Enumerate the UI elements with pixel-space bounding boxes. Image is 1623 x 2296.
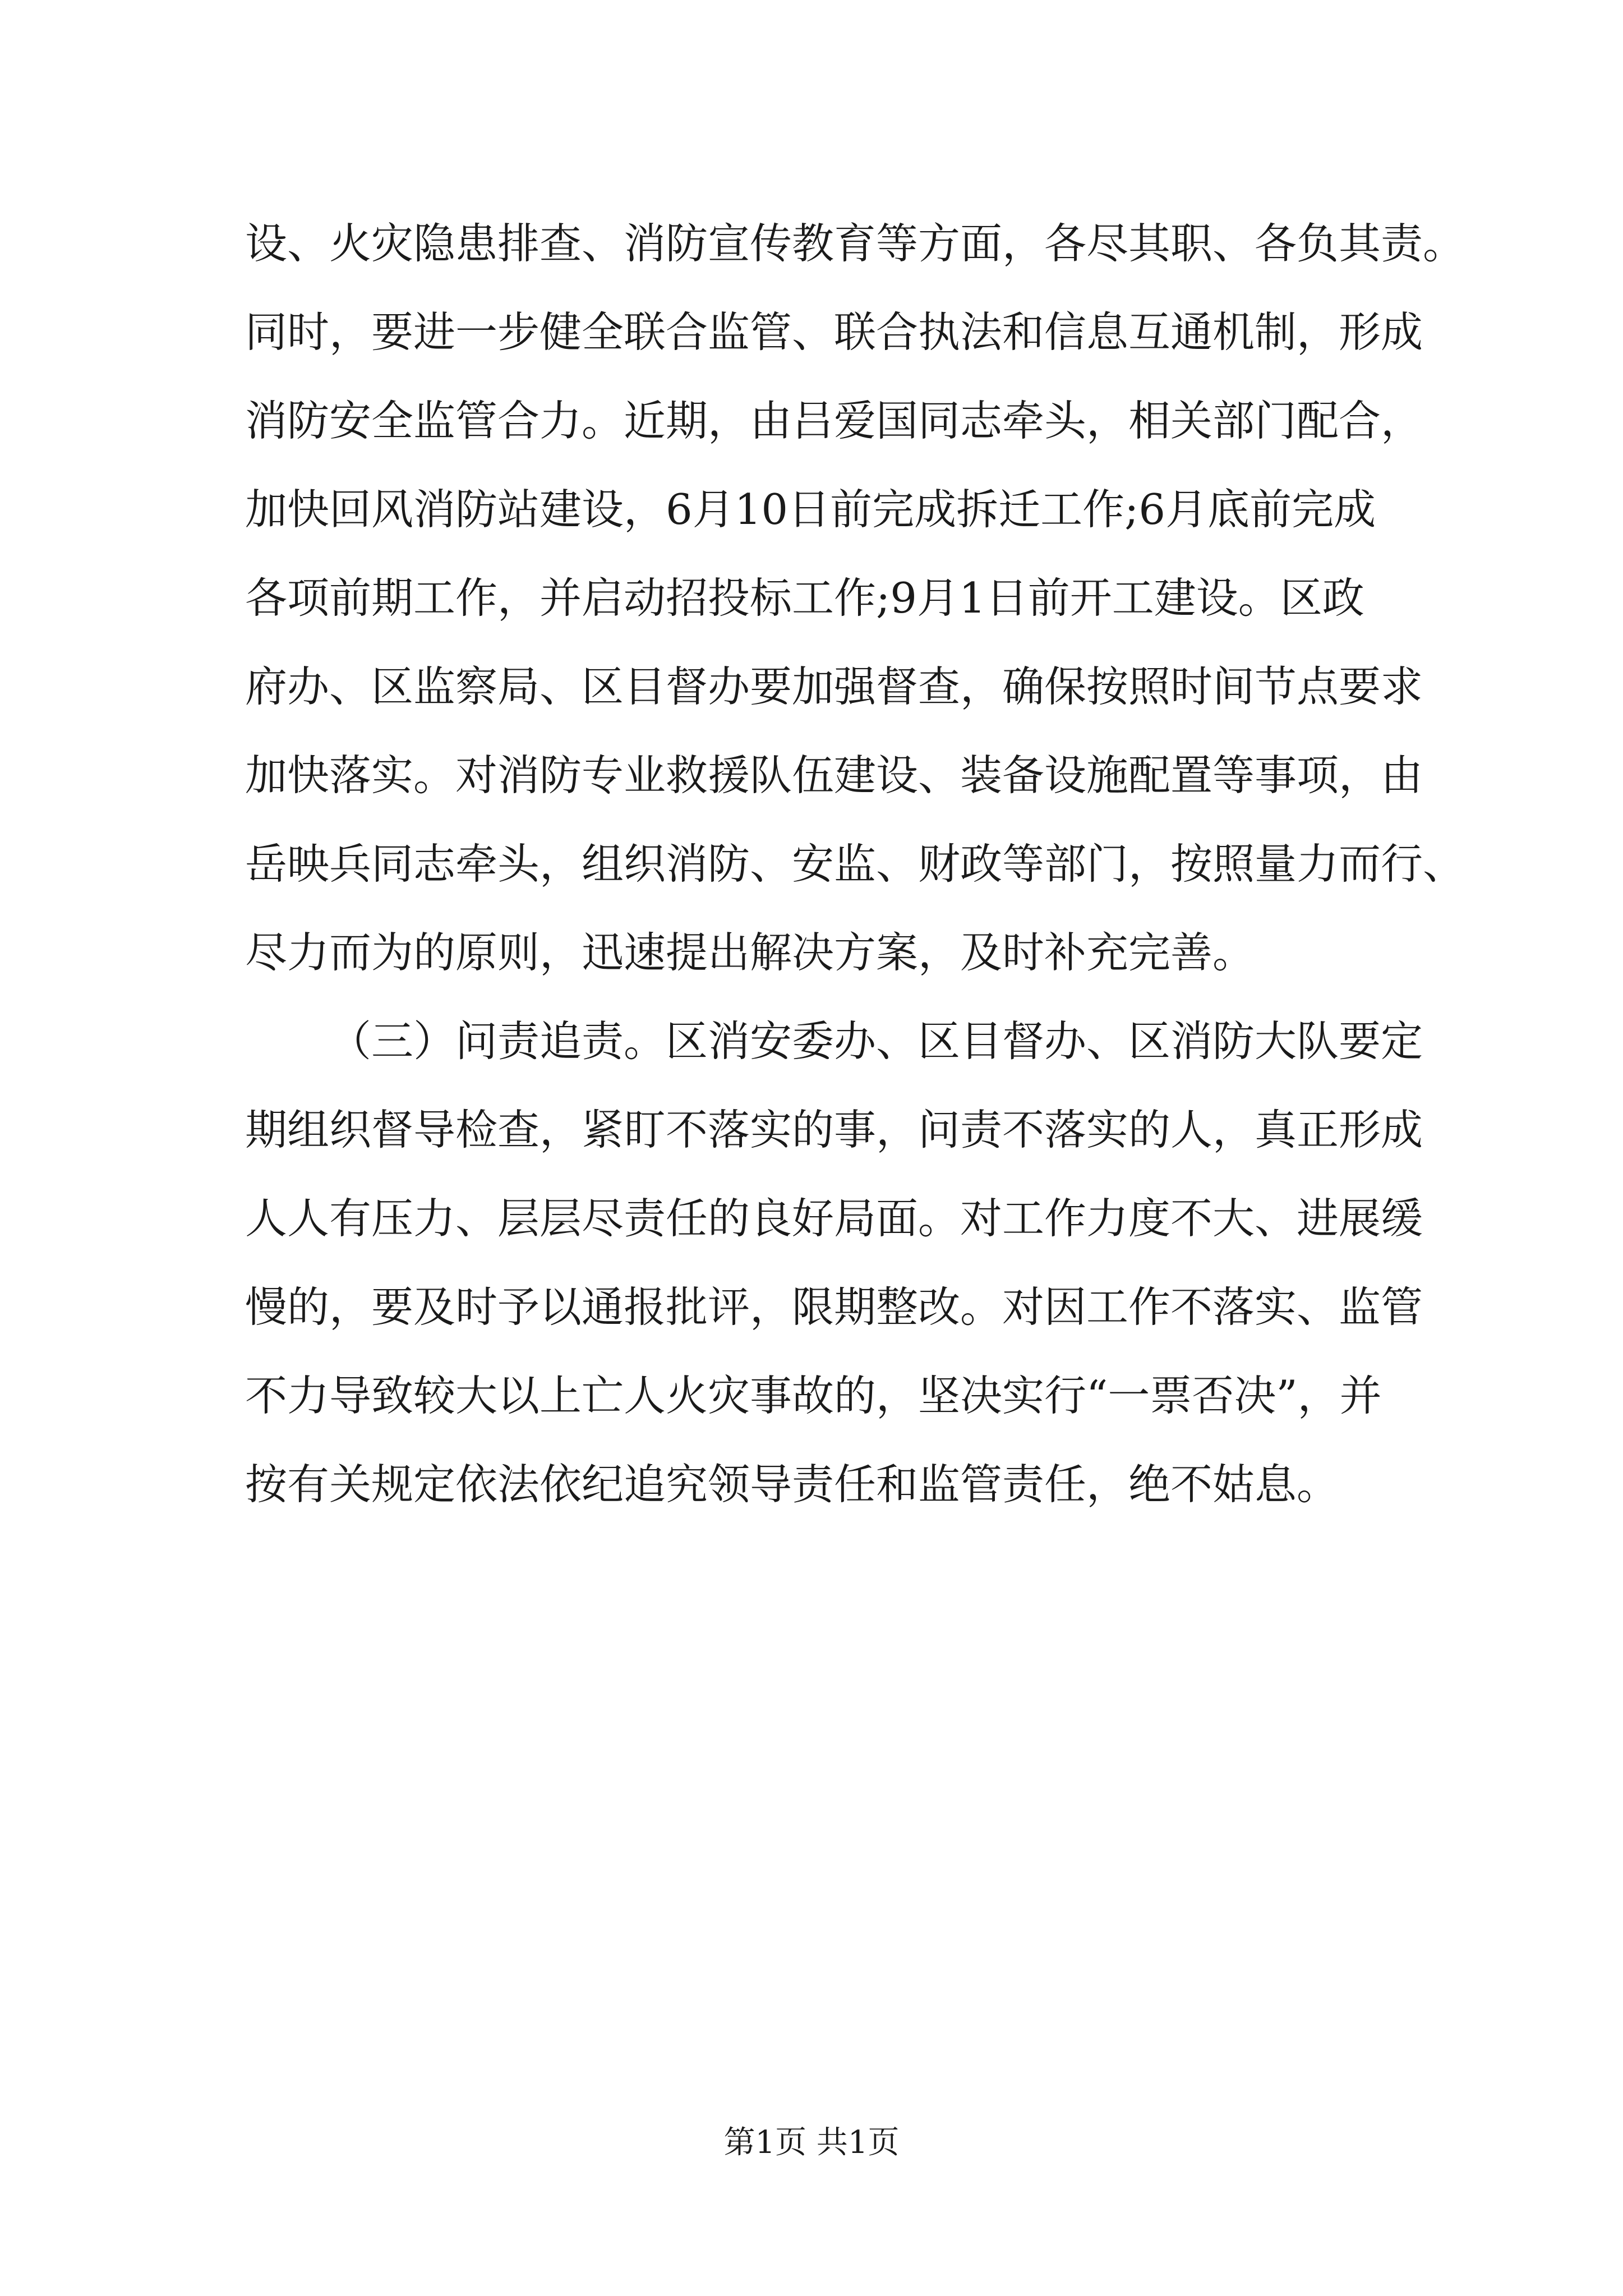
text-line: 加快落实。对消防专业救援队伍建设、装备设施配置等事项，由 [245,751,1423,800]
text-line: 尽力而为的原则，迅速提出解决方案，及时补充完善。 [245,928,1255,977]
text-line: 加快回风消防站建设，6月10日前完成拆迁工作;6月底前完成 [245,485,1376,534]
text-line: 不力导致较大以上亡人火灾事故的，坚决实行“一票否决”，并 [245,1371,1382,1420]
text-line: 岳映兵同志牵头，组织消防、安监、财政等部门，按照量力而行、 [245,839,1465,889]
text-line: 同时，要进一步健全联合监管、联合执法和信息互通机制，形成 [245,307,1423,357]
paragraph-1 [245,199,1465,997]
text-line: 按有关规定依法依纪追究领导责任和监管责任，绝不姑息。 [245,1460,1339,1509]
paragraph-2 [245,997,1423,1529]
text-line: 期组织督导检查，紧盯不落实的事，问责不落实的人，真正形成 [245,1105,1423,1154]
text-line: 消防安全监管合力。近期，由吕爱国同志牵头，相关部门配合， [245,396,1423,445]
text-line: 设、火灾隐患排查、消防宣传教育等方面，各尽其职、各负其责。 [245,219,1465,268]
text-line: 人人有压力、层层尽责任的良好局面。对工作力度不大、进展缓 [245,1194,1423,1243]
document-body [245,199,1465,1529]
text-line: 各项前期工作，并启动招投标工作;9月1日前开工建设。区政 [245,573,1364,623]
text-line: 府办、区监察局、区目督办要加强督查，确保按照时间节点要求 [245,662,1423,711]
page-footer: 第1页 共1页 [723,2124,900,2161]
text-line: 慢的，要及时予以通报批评，限期整改。对因工作不落实、监管 [245,1282,1423,1332]
text-line: （三）问责追责。区消安委办、区目督办、区消防大队要定 [329,1016,1423,1066]
